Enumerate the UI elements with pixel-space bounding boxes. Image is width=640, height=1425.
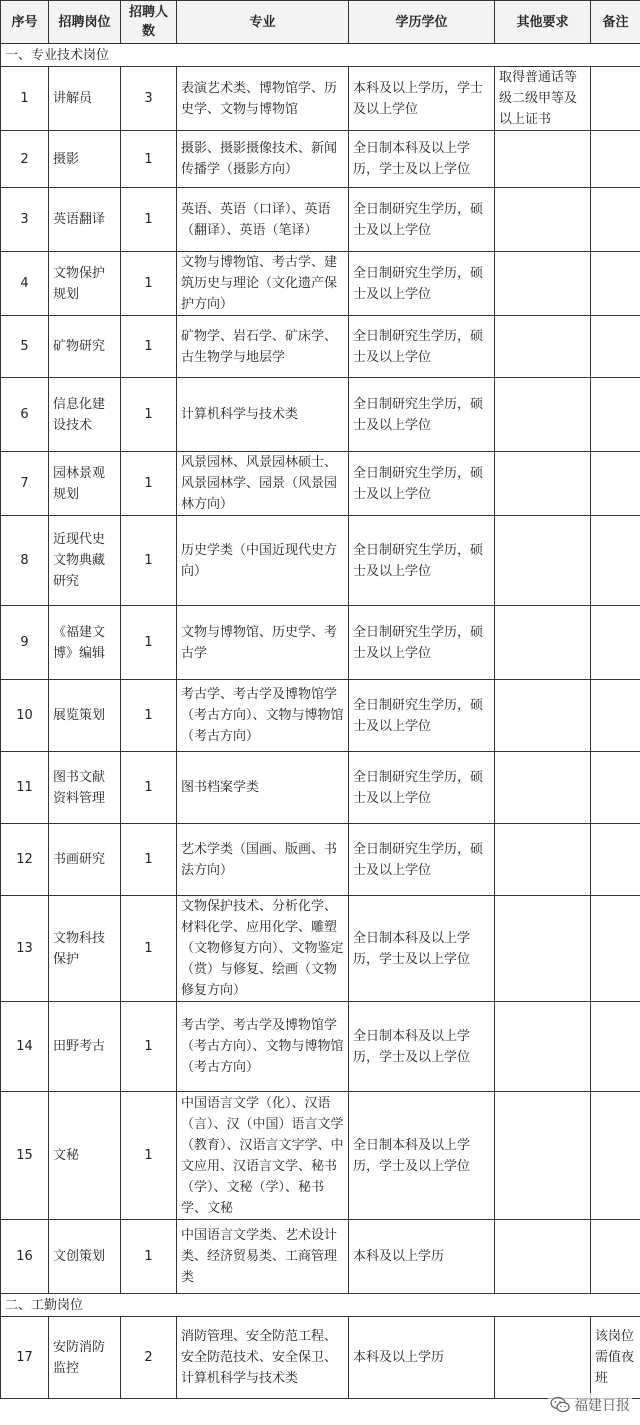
cell-post: 矿物研究	[49, 316, 121, 378]
cell-major: 艺术学类（国画、版画、书法方向）	[177, 824, 349, 896]
cell-major: 计算机科学与技术类	[177, 378, 349, 452]
cell-num: 1	[121, 1002, 177, 1092]
cell-no: 16	[1, 1220, 49, 1294]
cell-post: 田野考古	[49, 1002, 121, 1092]
cell-post: 书画研究	[49, 824, 121, 896]
cell-other	[495, 252, 591, 316]
cell-num: 1	[121, 452, 177, 516]
cell-major: 表演艺术类、博物馆学、历史学、文物与博物馆	[177, 67, 349, 131]
cell-other	[495, 606, 591, 680]
cell-degree: 全日制研究生学历，硕士及以上学位	[349, 188, 495, 252]
cell-other	[495, 1002, 591, 1092]
cell-other	[495, 378, 591, 452]
section-title: 二、工勤岗位	[1, 1294, 640, 1317]
cell-major: 矿物学、岩石学、矿床学、古生物学与地层学	[177, 316, 349, 378]
cell-other	[495, 452, 591, 516]
cell-post: 《福建文博》编辑	[49, 606, 121, 680]
cell-major: 考古学、考古学及博物馆学（考古方向）、文物与博物馆（考古方向）	[177, 680, 349, 752]
cell-num: 3	[121, 67, 177, 131]
cell-major: 摄影、摄影摄像技术、新闻传播学（摄影方向）	[177, 131, 349, 188]
cell-post: 园林景观规划	[49, 452, 121, 516]
cell-note	[591, 1092, 640, 1220]
cell-no: 8	[1, 516, 49, 606]
cell-degree: 全日制本科及以上学历，学士及以上学位	[349, 896, 495, 1002]
table-row	[1, 606, 640, 680]
cell-other	[495, 316, 591, 378]
cell-major: 消防管理、安全防范工程、安全防范技术、安全保卫、计算机科学与技术类	[177, 1317, 349, 1399]
cell-post: 摄影	[49, 131, 121, 188]
cell-post: 展览策划	[49, 680, 121, 752]
cell-note	[591, 188, 640, 252]
header-other: 其他要求	[495, 1, 591, 44]
cell-no: 9	[1, 606, 49, 680]
cell-note	[591, 606, 640, 680]
cell-note	[591, 516, 640, 606]
cell-note	[591, 1220, 640, 1294]
section-row	[1, 1294, 640, 1317]
cell-degree: 全日制本科及以上学历，学士及以上学位	[349, 131, 495, 188]
section-row	[1, 44, 640, 67]
cell-post: 近现代史文物典藏研究	[49, 516, 121, 606]
header-num: 招聘人数	[121, 1, 177, 44]
cell-degree: 本科及以上学历，学士及以上学位	[349, 67, 495, 131]
table-row	[1, 1002, 640, 1092]
table-row	[1, 316, 640, 378]
table-row	[1, 896, 640, 1002]
cell-major: 考古学、考古学及博物馆学（考古方向）、文物与博物馆（考古方向）	[177, 1002, 349, 1092]
cell-no: 7	[1, 452, 49, 516]
cell-no: 12	[1, 824, 49, 896]
cell-other	[495, 752, 591, 824]
cell-degree: 全日制研究生学历，硕士及以上学位	[349, 606, 495, 680]
cell-other	[495, 824, 591, 896]
cell-num: 1	[121, 1092, 177, 1220]
watermark-text: 福建日报	[574, 1398, 630, 1414]
table-row	[1, 1317, 640, 1399]
cell-degree: 全日制研究生学历，硕士及以上学位	[349, 824, 495, 896]
cell-major: 英语、英语（口译）、英语（翻译）、英语（笔译）	[177, 188, 349, 252]
cell-no: 1	[1, 67, 49, 131]
cell-note	[591, 316, 640, 378]
cell-other	[495, 188, 591, 252]
cell-no: 10	[1, 680, 49, 752]
cell-major: 文物与博物馆、考古学、建筑历史与理论（文化遗产保护方向）	[177, 252, 349, 316]
cell-post: 文物科技保护	[49, 896, 121, 1002]
cell-no: 3	[1, 188, 49, 252]
cell-post: 安防消防监控	[49, 1317, 121, 1399]
cell-num: 1	[121, 316, 177, 378]
cell-post: 文秘	[49, 1092, 121, 1220]
cell-num: 1	[121, 252, 177, 316]
cell-other	[495, 896, 591, 1002]
cell-other	[495, 680, 591, 752]
table-row	[1, 131, 640, 188]
cell-post: 图书文献资料管理	[49, 752, 121, 824]
cell-major: 文物保护技术、分析化学、材料化学、应用化学、雕塑（文物修复方向）、文物鉴定（赏）与修复、绘画（文物修复方向）	[177, 896, 349, 1002]
table-row	[1, 452, 640, 516]
cell-degree: 全日制研究生学历，硕士及以上学位	[349, 378, 495, 452]
cell-note: 该岗位需值夜班	[591, 1317, 640, 1399]
header-row	[1, 1, 640, 44]
cell-other	[495, 1220, 591, 1294]
header-no: 序号	[1, 1, 49, 44]
cell-degree: 全日制研究生学历，硕士及以上学位	[349, 452, 495, 516]
wechat-icon	[550, 1396, 570, 1414]
cell-note	[591, 896, 640, 1002]
cell-no: 11	[1, 752, 49, 824]
table-row	[1, 752, 640, 824]
cell-other	[495, 1092, 591, 1220]
header-note: 备注	[591, 1, 640, 44]
cell-note	[591, 378, 640, 452]
cell-degree: 全日制研究生学历，硕士及以上学位	[349, 252, 495, 316]
header-post: 招聘岗位	[49, 1, 121, 44]
table-row	[1, 67, 640, 131]
cell-other: 取得普通话等级二级甲等及以上证书	[495, 67, 591, 131]
table-row	[1, 824, 640, 896]
cell-num: 1	[121, 1220, 177, 1294]
table-row	[1, 1092, 640, 1220]
cell-post: 信息化建设技术	[49, 378, 121, 452]
cell-num: 1	[121, 896, 177, 1002]
cell-degree: 全日制本科及以上学历，学士及以上学位	[349, 1092, 495, 1220]
cell-no: 15	[1, 1092, 49, 1220]
cell-no: 2	[1, 131, 49, 188]
cell-note	[591, 452, 640, 516]
header-major: 专业	[177, 1, 349, 44]
cell-num: 2	[121, 1317, 177, 1399]
cell-major: 图书档案学类	[177, 752, 349, 824]
cell-note	[591, 252, 640, 316]
cell-note	[591, 752, 640, 824]
header-degree: 学历学位	[349, 1, 495, 44]
cell-other	[495, 131, 591, 188]
cell-no: 4	[1, 252, 49, 316]
cell-degree: 全日制研究生学历，硕士及以上学位	[349, 316, 495, 378]
table-row	[1, 516, 640, 606]
cell-post: 文创策划	[49, 1220, 121, 1294]
cell-note	[591, 67, 640, 131]
cell-note	[591, 1002, 640, 1092]
cell-degree: 本科及以上学历	[349, 1317, 495, 1399]
cell-num: 1	[121, 752, 177, 824]
cell-num: 1	[121, 824, 177, 896]
cell-degree: 全日制研究生学历，硕士及以上学位	[349, 680, 495, 752]
cell-major: 文物与博物馆、历史学、考古学	[177, 606, 349, 680]
cell-note	[591, 680, 640, 752]
table-body	[1, 44, 640, 1399]
table-row	[1, 680, 640, 752]
cell-num: 1	[121, 606, 177, 680]
section-title: 一、专业技术岗位	[1, 44, 640, 67]
cell-other	[495, 1317, 591, 1399]
watermark	[548, 1393, 632, 1417]
cell-degree: 全日制研究生学历，硕士及以上学位	[349, 752, 495, 824]
cell-no: 5	[1, 316, 49, 378]
cell-num: 1	[121, 378, 177, 452]
cell-num: 1	[121, 131, 177, 188]
cell-post: 文物保护规划	[49, 252, 121, 316]
cell-post: 英语翻译	[49, 188, 121, 252]
cell-no: 17	[1, 1317, 49, 1399]
cell-other	[495, 516, 591, 606]
cell-note	[591, 131, 640, 188]
cell-no: 13	[1, 896, 49, 1002]
cell-major: 中国语言文学（化）、汉语（言）、汉（中国）语言文学（教育）、汉语言文字学、中文应用、汉语言文学、秘书（学）、文秘（学）、秘书学、文秘	[177, 1092, 349, 1220]
cell-num: 1	[121, 188, 177, 252]
table-row	[1, 188, 640, 252]
cell-degree: 本科及以上学历	[349, 1220, 495, 1294]
cell-no: 14	[1, 1002, 49, 1092]
cell-major: 中国语言文学类、艺术设计类、经济贸易类、工商管理类	[177, 1220, 349, 1294]
table-row	[1, 1220, 640, 1294]
cell-no: 6	[1, 378, 49, 452]
cell-major: 风景园林、风景园林硕士、风景园林学、园景（风景园林方向）	[177, 452, 349, 516]
cell-degree: 全日制研究生学历，硕士及以上学位	[349, 516, 495, 606]
cell-degree: 全日制本科及以上学历，学士及以上学位	[349, 1002, 495, 1092]
cell-post: 讲解员	[49, 67, 121, 131]
cell-num: 1	[121, 516, 177, 606]
cell-note	[591, 824, 640, 896]
table-row	[1, 252, 640, 316]
cell-num: 1	[121, 680, 177, 752]
cell-major: 历史学类（中国近现代史方向）	[177, 516, 349, 606]
table-row	[1, 378, 640, 452]
